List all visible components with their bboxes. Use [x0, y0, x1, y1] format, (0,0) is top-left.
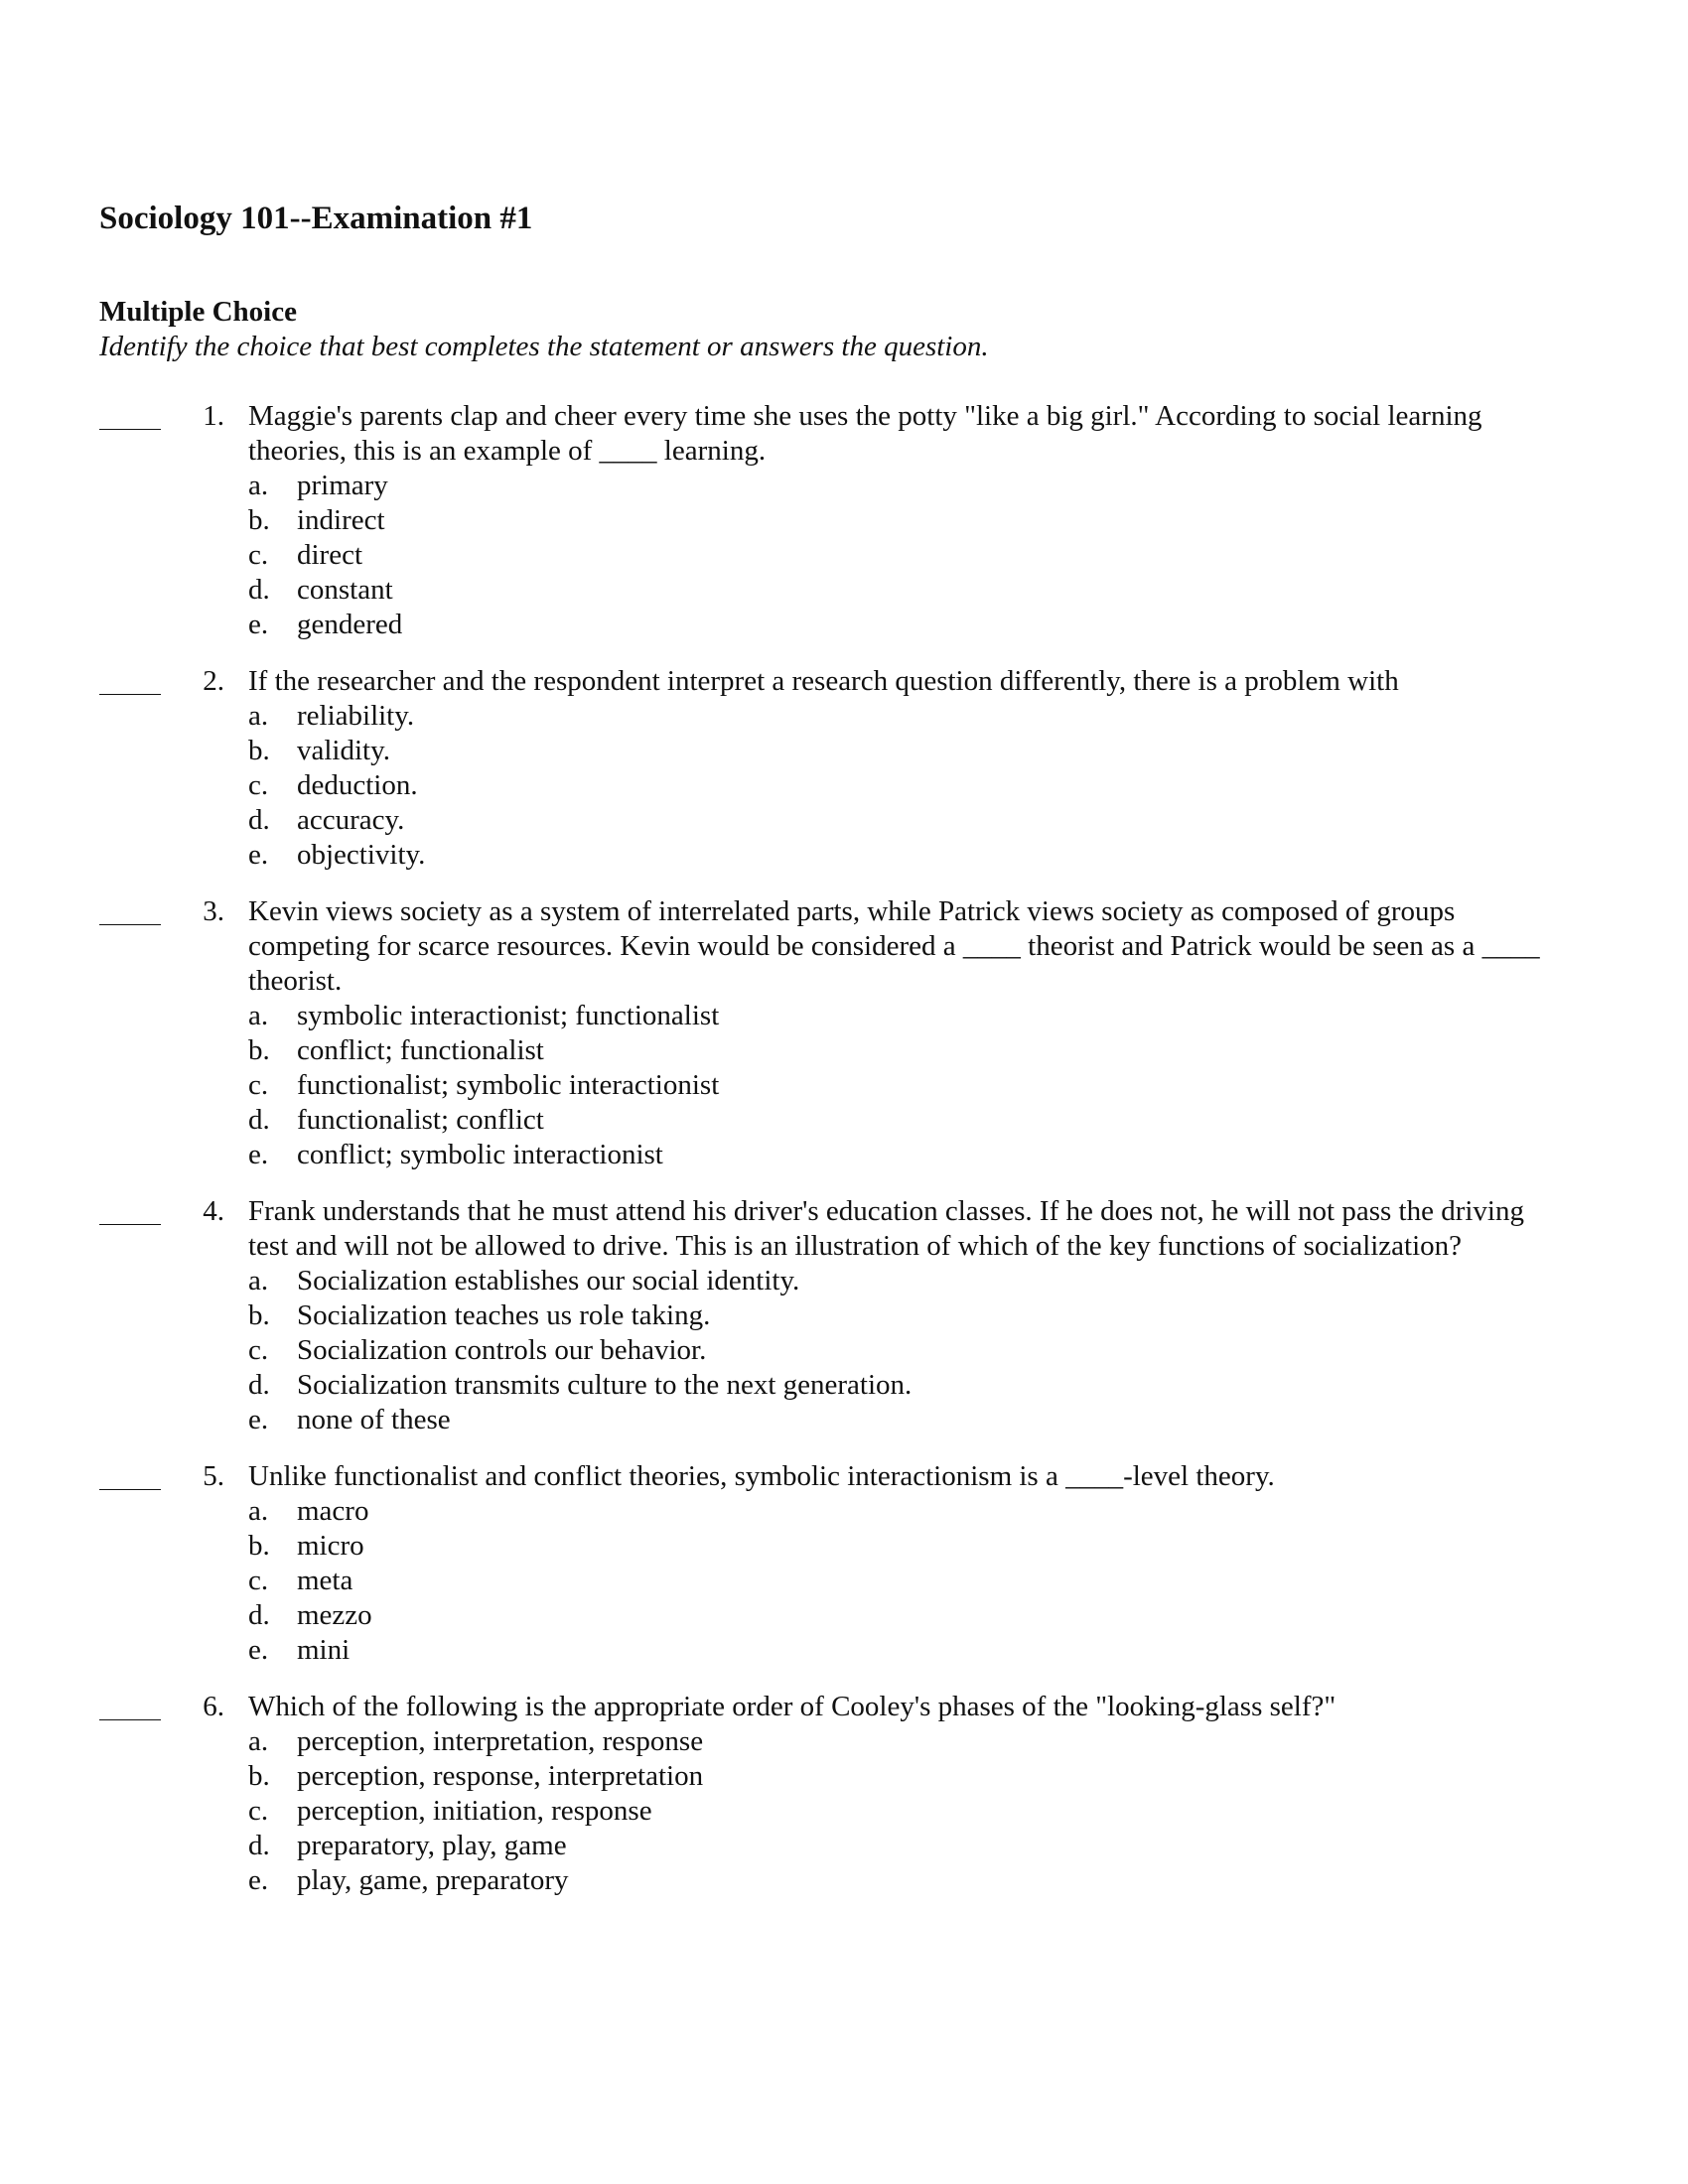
choice-letter: d. — [248, 1599, 270, 1631]
choice-letter: b. — [248, 1034, 270, 1066]
choice-a — [0, 1264, 1688, 1298]
choice-letter: c. — [248, 539, 269, 571]
choice-c — [0, 538, 1688, 573]
choice-e — [0, 1403, 1688, 1437]
choice-letter: a. — [248, 700, 269, 732]
choice-text: perception, interpretation, response — [297, 1725, 704, 1757]
choice-e — [0, 1138, 1688, 1172]
choice-text: Socialization teaches us role taking. — [297, 1299, 711, 1331]
choice-letter: d. — [248, 1369, 270, 1401]
question-stem: Kevin views society as a system of interrelated parts, while Patrick views society as composed of groups competing for scarce resources. Kevin would be considered a ____ theorist and Patrick would be seen as a ____ theorist. — [248, 895, 1540, 997]
exam-title: Sociology 101--Examination #1 — [99, 201, 533, 236]
choice-letter: d. — [248, 804, 270, 836]
question-1 — [0, 399, 1688, 642]
answer-blank[interactable] — [99, 894, 161, 925]
question-3 — [0, 894, 1688, 1172]
choice-text: reliability. — [297, 700, 415, 732]
choice-letter: a. — [248, 1000, 269, 1031]
question-stem: Unlike functionalist and conflict theories, symbolic interactionism is a ____-level theory. — [248, 1460, 1275, 1492]
choice-letter: c. — [248, 1334, 269, 1366]
question-number: 4. — [203, 1195, 224, 1227]
choice-c — [0, 1333, 1688, 1368]
choice-letter: d. — [248, 1104, 270, 1136]
choice-letter: a. — [248, 470, 269, 501]
choice-letter: e. — [248, 839, 269, 871]
question-number: 6. — [203, 1691, 224, 1722]
choice-text: Socialization transmits culture to the next generation. — [297, 1369, 913, 1401]
choice-text: none of these — [297, 1404, 451, 1435]
choice-e — [0, 838, 1688, 873]
choice-d — [0, 1598, 1688, 1633]
choice-b — [0, 1033, 1688, 1068]
choice-b — [0, 503, 1688, 538]
question-2 — [0, 664, 1688, 873]
choice-text: validity. — [297, 735, 390, 766]
choice-a — [0, 1724, 1688, 1759]
section-heading: Multiple Choice — [99, 296, 297, 328]
choice-text: direct — [297, 539, 363, 571]
choice-text: conflict; symbolic interactionist — [297, 1139, 663, 1170]
question-number: 2. — [203, 665, 224, 697]
choice-text: Socialization controls our behavior. — [297, 1334, 707, 1366]
choice-b — [0, 1298, 1688, 1333]
choice-letter: a. — [248, 1725, 269, 1757]
choice-letter: b. — [248, 1530, 270, 1562]
choice-text: mini — [297, 1634, 351, 1666]
question-list — [0, 399, 1688, 1920]
choice-text: symbolic interactionist; functionalist — [297, 1000, 720, 1031]
choice-text: primary — [297, 470, 388, 501]
question-stem: Which of the following is the appropriate order of Cooley's phases of the "looking-glass self?" — [248, 1691, 1336, 1722]
choice-letter: c. — [248, 1565, 269, 1596]
choice-d — [0, 803, 1688, 838]
choice-d — [0, 1368, 1688, 1403]
choice-a — [0, 999, 1688, 1033]
choice-text: macro — [297, 1495, 369, 1527]
choice-letter: a. — [248, 1265, 269, 1297]
question-stem: If the researcher and the respondent interpret a research question differently, there is a problem with — [248, 665, 1399, 697]
question-number: 1. — [203, 400, 224, 432]
question-stem: Frank understands that he must attend his driver's education classes. If he does not, he will not pass the driving test and will not be allowed to drive. This is an illustration of which of the key functions of socialization? — [248, 1195, 1524, 1262]
choice-b — [0, 1529, 1688, 1564]
choice-letter: d. — [248, 1830, 270, 1861]
choice-letter: a. — [248, 1495, 269, 1527]
choice-letter: e. — [248, 609, 269, 640]
choice-letter: e. — [248, 1634, 269, 1666]
choice-text: perception, initiation, response — [297, 1795, 652, 1827]
choice-letter: c. — [248, 769, 269, 801]
choice-text: preparatory, play, game — [297, 1830, 567, 1861]
choice-d — [0, 1829, 1688, 1863]
choice-text: objectivity. — [297, 839, 426, 871]
choice-a — [0, 1494, 1688, 1529]
choice-letter: e. — [248, 1404, 269, 1435]
section-instructions: Identify the choice that best completes the statement or answers the question. — [99, 331, 989, 362]
question-number: 5. — [203, 1460, 224, 1492]
choice-text: gendered — [297, 609, 403, 640]
answer-blank[interactable] — [99, 1690, 161, 1720]
choice-text: constant — [297, 574, 393, 606]
choice-letter: b. — [248, 1299, 270, 1331]
choice-letter: d. — [248, 574, 270, 606]
choice-c — [0, 1794, 1688, 1829]
choice-letter: c. — [248, 1069, 269, 1101]
choice-text: meta — [297, 1565, 353, 1596]
question-number: 3. — [203, 895, 224, 927]
choice-b — [0, 734, 1688, 768]
choice-letter: e. — [248, 1139, 269, 1170]
choice-e — [0, 1633, 1688, 1668]
choice-letter: e. — [248, 1864, 269, 1896]
choice-text: functionalist; conflict — [297, 1104, 544, 1136]
question-4 — [0, 1194, 1688, 1437]
choice-text: perception, response, interpretation — [297, 1760, 704, 1792]
answer-blank[interactable] — [99, 399, 161, 430]
choice-letter: b. — [248, 1760, 270, 1792]
choice-text: mezzo — [297, 1599, 372, 1631]
choice-c — [0, 1068, 1688, 1103]
choice-a — [0, 699, 1688, 734]
choice-text: micro — [297, 1530, 364, 1562]
answer-blank[interactable] — [99, 1194, 161, 1225]
choice-text: play, game, preparatory — [297, 1864, 569, 1896]
choice-text: deduction. — [297, 769, 418, 801]
choice-letter: c. — [248, 1795, 269, 1827]
choice-a — [0, 469, 1688, 503]
choice-e — [0, 608, 1688, 642]
choice-b — [0, 1759, 1688, 1794]
choice-e — [0, 1863, 1688, 1898]
choice-text: accuracy. — [297, 804, 405, 836]
choice-c — [0, 768, 1688, 803]
choice-d — [0, 1103, 1688, 1138]
answer-blank[interactable] — [99, 664, 161, 695]
answer-blank[interactable] — [99, 1459, 161, 1490]
choice-text: functionalist; symbolic interactionist — [297, 1069, 720, 1101]
question-5 — [0, 1459, 1688, 1668]
choice-text: Socialization establishes our social identity. — [297, 1265, 800, 1297]
choice-d — [0, 573, 1688, 608]
choice-letter: b. — [248, 735, 270, 766]
question-6 — [0, 1690, 1688, 1898]
question-stem: Maggie's parents clap and cheer every time she uses the potty "like a big girl." According to social learning theories, this is an example of ____ learning. — [248, 400, 1482, 467]
choice-c — [0, 1564, 1688, 1598]
choice-text: indirect — [297, 504, 385, 536]
choice-letter: b. — [248, 504, 270, 536]
choice-text: conflict; functionalist — [297, 1034, 544, 1066]
